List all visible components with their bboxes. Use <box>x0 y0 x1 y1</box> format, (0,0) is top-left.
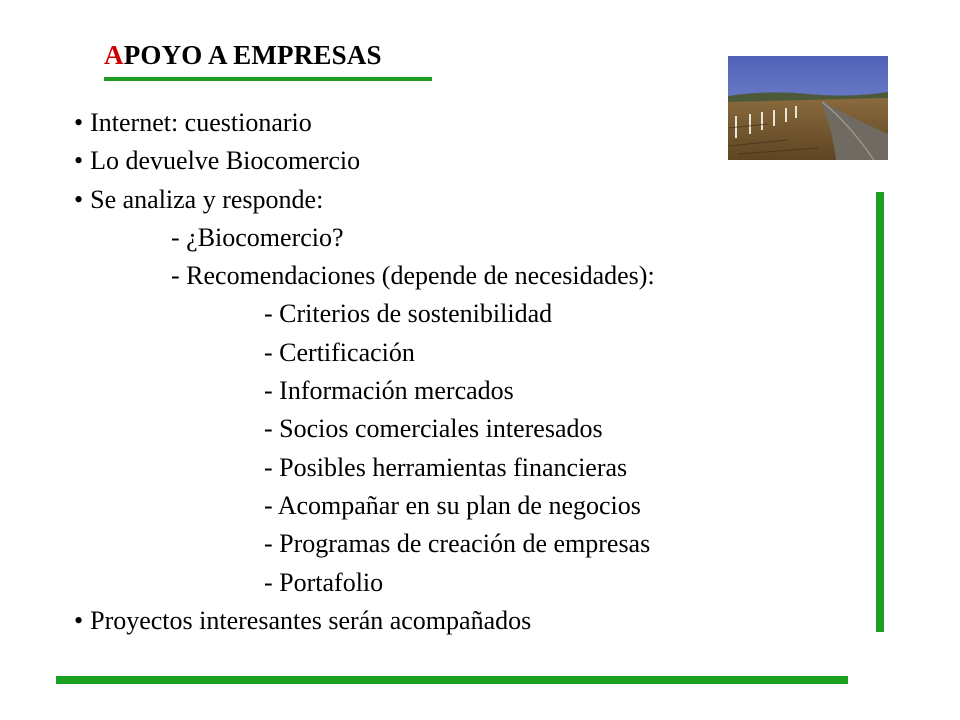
list-item: • Lo devuelve Biocomercio <box>74 146 361 176</box>
sub-list-item: - ¿Biocomercio? <box>171 222 344 252</box>
sub-sub-list-item: - Portafolio <box>264 567 384 597</box>
slide-title <box>104 40 382 71</box>
slide-title-first-letter: A <box>104 40 124 70</box>
horizontal-green-bar <box>56 676 848 684</box>
bullet-icon: • <box>74 108 84 137</box>
bullet-list <box>72 104 655 640</box>
sub-sub-list-item: - Certificación <box>264 337 415 367</box>
sub-sub-list-item: - Criterios de sostenibilidad <box>264 299 553 329</box>
slide-title-rest: POYO A EMPRESAS <box>123 40 382 70</box>
bullet-icon: • <box>74 184 84 214</box>
vertical-green-bar <box>876 192 884 632</box>
bullet-icon: • <box>74 605 84 635</box>
title-underline <box>104 77 432 81</box>
list-item: • Se analiza y responde: <box>74 184 324 214</box>
sub-sub-list-item: - Acompañar en su plan de negocios <box>264 490 641 520</box>
bullet-icon: • <box>74 146 84 176</box>
sub-sub-list-item: - Información mercados <box>264 376 514 406</box>
landscape-road-photo <box>728 56 888 160</box>
sub-list-item: - Recomendaciones (depende de necesidades): <box>171 261 655 291</box>
sub-sub-list-item: - Programas de creación de empresas <box>264 529 651 559</box>
sub-sub-list-item: - Posibles herramientas financieras <box>264 452 628 482</box>
list-item: • Internet: cuestionario <box>74 108 312 137</box>
list-item: • Proyectos interesantes serán acompañados <box>74 605 532 635</box>
sub-sub-list-item: - Socios comerciales interesados <box>264 414 603 444</box>
